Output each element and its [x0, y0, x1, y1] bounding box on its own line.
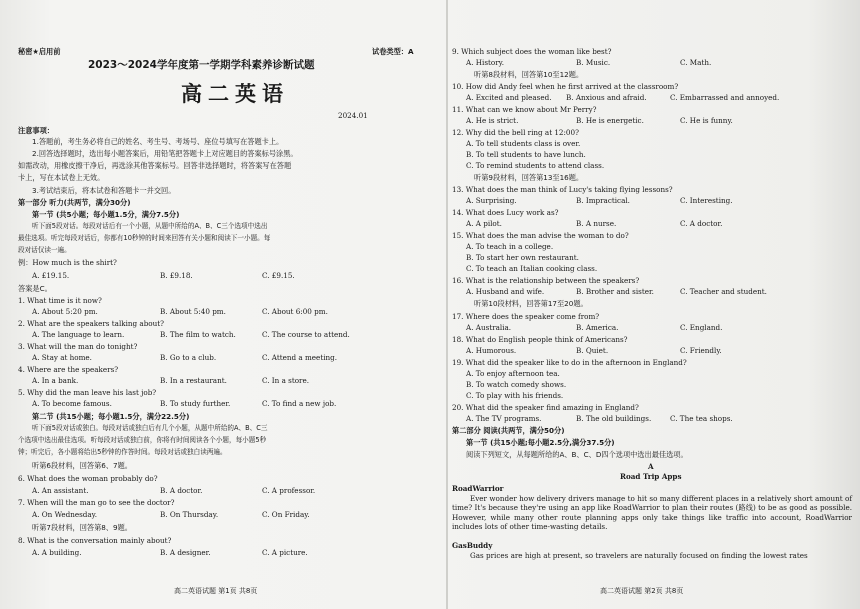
option-a: A. Australia. [466, 323, 512, 332]
passage-title: Road Trip Apps [620, 472, 682, 481]
question: 3. What will the man do tonight? [18, 342, 138, 351]
option-a: A. To teach in a college. [466, 242, 554, 251]
sec2-instruction: 听下面5段对话或独白。每段对话或独白后有几个小题，从题中所给的A、B、C三 [32, 424, 268, 432]
notice-line: 1.答题前，考生务必将自己的姓名、考生号、考场号、座位号填写在答题卡上。 [32, 137, 284, 146]
option-b: B. Go to a club. [160, 353, 217, 362]
option-a: A. In a bank. [32, 376, 79, 385]
sec1-heading: 第一节 (共5小题；每小题1.5分，满分7.5分) [32, 210, 180, 219]
example-answer: 答案是C。 [18, 284, 52, 293]
option-a: A. On Wednesday. [32, 510, 98, 519]
option-c: C. A doctor. [680, 219, 723, 228]
notice-line: 如需改动，用橡皮擦干净后，再选涂其他答案标号。回答非选择题时，将答案写在答题 [18, 161, 292, 170]
app-description: Ever wonder how delivery drivers manage to hit so many different places in a relatively short amount of time? It's because they're using an app like RoadWarrior to plan their routes (路线) to be as good as possible. However, while many other route planning apps only take things like traffic into account, RoadWarrior includes lots of other time-wasting details. [452, 494, 852, 531]
option-b: B. To tell students to have lunch. [466, 150, 586, 159]
option-b: B. Music. [576, 58, 611, 67]
option-c: C. Teacher and student. [680, 287, 767, 296]
option-b: B. To study further. [160, 399, 231, 408]
option-c: C. Interesting. [680, 196, 733, 205]
app-name: GasBuddy [452, 541, 493, 550]
exam-title: 2023～2024学年度第一学期学科素养诊断试题 [88, 59, 315, 71]
option-a: A. Stay at home. [32, 353, 92, 362]
option-c: C. Math. [680, 58, 712, 67]
material-heading: 听第6段材料，回答第6、7题。 [32, 461, 132, 470]
question: 11. What can we know about Mr Perry? [452, 105, 597, 114]
option-c: C. To remind students to attend class. [466, 161, 605, 170]
option-a: A. Excited and pleased. [466, 93, 552, 102]
sec1-instruction: 最佳选项。听完每段对话后，你都有10秒钟的时间来回答有关小题和阅读下一小题。每 [18, 234, 271, 242]
app-name: RoadWarrior [452, 484, 504, 493]
question: 12. Why did the bell ring at 12:00? [452, 128, 579, 137]
page-footer: 高二英语试题 第2页 共8页 [600, 587, 684, 595]
sec1-instruction: 段对话仅读一遍。 [18, 246, 71, 254]
part2-heading: 第二部分 阅读(共两节，满分50分) [452, 426, 565, 435]
question: 13. What does the man think of Lucy's taking flying lessons? [452, 185, 673, 194]
exam-date: 2024.01 [338, 111, 368, 120]
notice-title: 注意事项： [18, 126, 54, 135]
option-b: B. Anxious and afraid. [566, 93, 647, 102]
option-b: B. To watch comedy shows. [466, 380, 567, 389]
option-a: A. History. [466, 58, 505, 67]
option-c: C. A picture. [262, 548, 308, 557]
question: 17. Where does the speaker come from? [452, 312, 600, 321]
material-heading: 听第7段材料，回答第8、9题。 [32, 523, 132, 532]
option-a: A. Husband and wife. [466, 287, 545, 296]
option-b: B. The old buildings. [576, 414, 652, 423]
option-c: C. He is funny. [680, 116, 733, 125]
option-c: C. In a store. [262, 376, 310, 385]
page-2 [452, 0, 854, 609]
page-gutter [446, 0, 448, 609]
sec2-instruction: 钟；听完后，各小题将给出5秒钟的作答时间。每段对话或独白读两遍。 [18, 448, 227, 456]
option-b: B. A nurse. [576, 219, 617, 228]
material-heading: 听第9段材料，回答第13至16题。 [474, 173, 584, 182]
question: 19. What did the speaker like to do in the afternoon in England? [452, 358, 687, 367]
question: 2. What are the speakers talking about? [18, 319, 165, 328]
part1-heading: 第一部分 听力(共两节，满分30分) [18, 198, 131, 207]
question: 18. What do English people think of Americans? [452, 335, 628, 344]
option-c: C. Embarrassed and annoyed. [670, 93, 780, 102]
reading-sec1-heading: 第一节 (共15小题;每小题2.5分,满分37.5分) [466, 438, 615, 447]
option-a: A. He is strict. [466, 116, 519, 125]
sec2-instruction: 个选项中选出最佳选项。听每段对话或独白前，你将有时间阅读各个小题，每小题5秒 [18, 436, 267, 444]
option-b: B. A doctor. [160, 486, 203, 495]
option-c: C. Attend a meeting. [262, 353, 338, 362]
subject-title: 高二英语 [181, 82, 289, 106]
option-a: A. An assistant. [32, 486, 89, 495]
question: 10. How did Andy feel when he first arrived at the classroom? [452, 82, 679, 91]
option-a: A. Surprising. [466, 196, 517, 205]
option-a: A. Humorous. [466, 346, 517, 355]
question: 8. What is the conversation mainly about? [18, 536, 172, 545]
option-c: C. To find a new job. [262, 399, 337, 408]
notice-line: 2.回答选择题时，选出每小题答案后，用铅笔把答题卡上对应题目的答案标号涂黑。 [32, 149, 298, 158]
option-a: A. A pilot. [466, 219, 502, 228]
notice-line: 3.考试结束后，将本试卷和答题卡一并交回。 [32, 186, 176, 195]
option-b: B. About 5:40 pm. [160, 307, 226, 316]
question: 14. What does Lucy work as? [452, 208, 559, 217]
secret-label: 秘密★启用前 [18, 47, 61, 56]
option-a: A. To tell students class is over. [466, 139, 581, 148]
page-1 [18, 0, 442, 609]
option-a: A. To become famous. [32, 399, 112, 408]
question: 15. What does the man advise the woman to do? [452, 231, 629, 240]
option-b: B. In a restaurant. [160, 376, 227, 385]
question: 16. What is the relationship between the speakers? [452, 276, 640, 285]
option-b: B. On Thursday. [160, 510, 219, 519]
page-footer: 高二英语试题 第1页 共8页 [174, 587, 258, 595]
option-a: A. A building. [32, 548, 82, 557]
option-c: C. Friendly. [680, 346, 722, 355]
option-a: A. To enjoy afternoon tea. [466, 369, 560, 378]
option-c: C. The tea shops. [670, 414, 733, 423]
option-b: B. Brother and sister. [576, 287, 654, 296]
example-option: C. £9.15. [262, 271, 295, 280]
question: 9. Which subject does the woman like best? [452, 47, 612, 56]
option-c: C. On Friday. [262, 510, 310, 519]
option-a: A. The language to learn. [32, 330, 125, 339]
option-c: C. About 6:00 pm. [262, 307, 328, 316]
option-b: B. Impractical. [576, 196, 630, 205]
passage-letter: A [648, 462, 654, 471]
sec2-heading: 第二节 (共15小题；每小题1.5分，满分22.5分) [32, 412, 190, 421]
notice-line: 卡上，写在本试卷上无效。 [18, 173, 105, 182]
option-a: A. About 5:20 pm. [32, 307, 98, 316]
question: 20. What did the speaker find amazing in England? [452, 403, 639, 412]
option-c: C. To play with his friends. [466, 391, 564, 400]
option-c: C. To teach an Italian cooking class. [466, 264, 598, 273]
example-question: 例：How much is the shirt? [18, 258, 117, 267]
paper-type-label: 试卷类型：A [372, 47, 414, 56]
option-c: C. The course to attend. [262, 330, 350, 339]
reading-instruction: 阅读下列短文，从每题所给的A、B、C、D四个选项中选出最佳选项。 [466, 450, 688, 459]
material-heading: 听第10段材料，回答第17至20题。 [474, 299, 588, 308]
option-b: B. To start her own restaurant. [466, 253, 579, 262]
option-b: B. The film to watch. [160, 330, 236, 339]
question: 7. When will the man go to see the doctor? [18, 498, 175, 507]
option-c: C. England. [680, 323, 723, 332]
option-b: B. Quiet. [576, 346, 609, 355]
option-b: B. A designer. [160, 548, 211, 557]
example-option: B. £9.18. [160, 271, 193, 280]
question: 4. Where are the speakers? [18, 365, 119, 374]
example-option: A. £19.15. [32, 271, 70, 280]
option-b: B. He is energetic. [576, 116, 644, 125]
question: 5. Why did the man leave his last job? [18, 388, 157, 397]
option-b: B. America. [576, 323, 619, 332]
question: 1. What time is it now? [18, 296, 102, 305]
app-description: Gas prices are high at present, so travelers are naturally focused on finding the lowest rates [470, 551, 808, 560]
option-c: C. A professor. [262, 486, 316, 495]
sec1-instruction: 听下面5段对话。每段对话后有一个小题，从题中所给的A、B、C三个选项中选出 [32, 222, 268, 230]
question: 6. What does the woman probably do? [18, 474, 158, 483]
material-heading: 听第8段材料，回答第10至12题。 [474, 70, 584, 79]
option-a: A. The TV programs. [466, 414, 542, 423]
